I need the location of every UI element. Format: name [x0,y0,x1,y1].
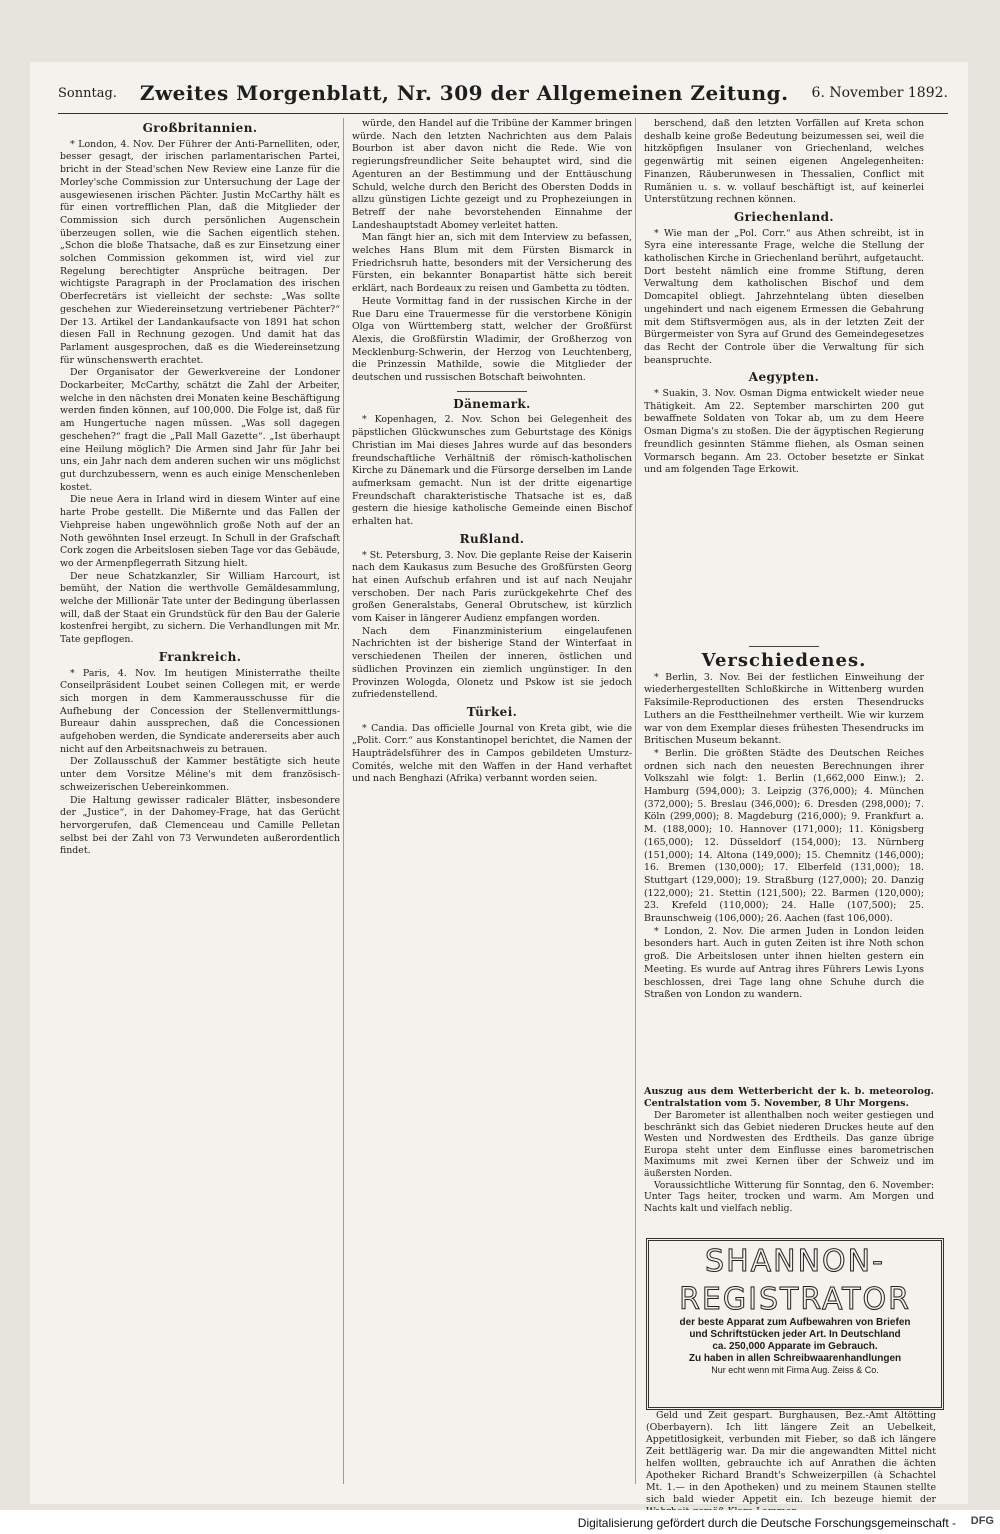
article-paragraph: Der neue Schatzkanzler, Sir William Harcourt, ist bemüht, der Nation die werthvolle Gemäldesammlung, welche der Millionär Tate unter der Bedingung überlassen will, daß der Staat ein Grundstück für den Bau der Galerie kostenfrei hergibt, zu sichern. Die Verhandlungen mit Mr. Tate gepflogen. [60,570,340,646]
footer-bar [0,1510,1000,1534]
advert-line: ca. 250,000 Apparate im Gebrauch. [712,1341,878,1352]
weather-title: Auszug aus dem Wetterbericht der k. b. meteorolog. Centralstation vom 5. November, 8 Uhr Morgens. [644,1086,934,1109]
article-paragraph: Die Haltung gewisser radicaler Blätter, insbesondere der „Justice“, in der Dahomey-Frage, hat das Gerücht hervorgerufen, daß Clemenceau und Camille Pelletan selbst bei der Zahl von 73 Verwundeten außerordentlich findet. [60,794,340,857]
section-heading-ru: Rußland. [459,531,525,546]
article-paragraph: Die neue Aera in Irland wird in diesem Winter auf eine harte Probe gestellt. Die Mißernte und das Fallen der Viehpreise haben ungewöhnlich große Noth auf der an Noth gewöhnten Insel erzeugt. In Schull in der Grafschaft Cork zogen die Arbeitslosen sieben Tage vor das Gebäude, wo der Armenpflegerrath Sitzung hielt. [60,494,340,569]
article-paragraph: * London, 4. Nov. Der Führer der Anti-Parnelliten, oder, besser gesagt, der irischen parlamentarischen Partei, bricht in der Stead'schen New Review eine Lanze für die Morley'sche Commission zur Untersuchung der Lage der ausgewiesenen irischen Pächter. Justin McCarthy hält es für einen vortrefflichen Plan, daß die Mitglieder der Commission sich durch persönlichen Augenschein überzeugen sollen, wie die Sachen eigentlich stehen. „Schon die bloße Thatsache, daß es zur Einsetzung einer solchen Commission gekommen ist, wird viel zur Regelung berechtigter Ansprüche beitragen. Der wichtigste Paragraph in der Proclamation des irischen Oberfecretärs ist vielleicht der sechste: „Was sollte geschehen zur Wiedereinsetzung vertriebener Pächter?“ Der 13. Artikel der Landankaufsacte von 1891 hat schon diesen Fall in Rechnung gezogen. Und damit hat das Parlament ausgesprochen, daß es die Wiedereinsetzung für wünschenswerth erachtet. [60,138,340,366]
article-paragraph: Nach dem Finanzministerium eingelaufenen Nachrichten ist der bisherige Stand der Winterfaat in verschiedenen Theilen der inneren, östlichen und südlichen Provinzen ein ziemlich ungünstiger. In den Provinzen Wologda, Olonetz und Pskow ist sie jedoch zufriedenstellend. [352,625,632,701]
article-paragraph: * Paris, 4. Nov. Im heutigen Ministerrathe theilte Conseilpräsident Loubet seinen Collegen mit, er werde sich morgen in dem Kammerausschusse für die Aufhebung der Concession der Stellenvermittlungs-Bureaur dahin aussprechen, daß die Concessionen aufgehoben werden, die Syndicate andererseits aber auch nicht auf den Arbeitsnachweis zu betrauen. [60,667,340,755]
section-rule [749,646,819,647]
article-paragraph: * St. Petersburg, 3. Nov. Die geplante Reise der Kaiserin nach dem Kaukasus zum Besuche des Großfürsten Georg hat einen Aufschub erfahren und ist auf nach Neujahr verschoben. Der nach Paris zurückgekehrte Chef des großen Generalstabs, General Obrutschew, ist kürzlich vom Kaiser in längerer Audienz empfangen worden. [352,549,632,625]
article-paragraph: * Candia. Das officielle Journal von Kreta gibt, wie die „Polit. Corr.“ aus Konstantinopel berichtet, die Namen der Haupträdelsführer des in Campos gebildeten Umsturz-Comités, welche mit den Waffen in der Hand verhaftet und nach Benghazi (Afrika) verbannt worden seien. [352,722,632,785]
section-heading-tr: Türkei. [466,704,518,719]
advert-title-2: REGISTRATOR [679,1282,911,1317]
column-2 [352,118,632,1478]
lower-advert [646,1410,936,1506]
article-paragraph: Man fängt hier an, sich mit dem Interview zu befassen, welches Hans Blum mit dem Fürsten Bismarck in Friedrichsruh hatte, besonders mit der Versicherung des Fürsten, ein bekannter Bonapartist hätte sich bereit erklärt, nach Bordeaux zu reisen und Gambetta zu tödten. [352,232,632,295]
article-paragraph: Der Zollausschuß der Kammer bestätigte sich heute unter dem Vorsitze Méline's mit dem französisch-schweizerischen Uebereinkommen. [60,756,340,793]
weather-paragraph: Voraussichtliche Witterung für Sonntag, den 6. November: Unter Tags heiter, trocken und warm. Am Morgen und Nachts kalt und vielfach neblig. [644,1179,934,1214]
weather-paragraph: Der Barometer ist allenthalben noch weiter gestiegen und beschränkt sich das Gebiet niederen Druckes heute auf den Westen und Nordwesten des Erdtheils. Das ganze übrige Europa steht unter dem Einflusse eines barometrischen Maximums mit zwei Kernen über der Schweiz und im äußersten Norden. [644,1110,934,1179]
footer-credit: Digitalisierung gefördert durch die Deutsche Forschungsgemeinschaft - [577,1516,956,1530]
article-paragraph: berschend, daß den letzten Vorfällen auf Kreta schon deshalb keine große Bedeutung beizumessen sei, weil die hitzköpfigen Insulaner von Griechenland, welches gegenwärtig mit seinen eigenen Angelegenheiten: Finanzen, Räuberunwesen in Thessalien, Conflict mit Rumänien u. s. w. vollauf beschäftigt ist, auf keinerlei Unterstützung rechnen können. [644,118,924,206]
article-paragraph: Der Organisator der Gewerkvereine der Londoner Dockarbeiter, McCarthy, schätzt die Zahl der Arbeiter, welche in den nächsten drei Monaten keine Beschäftigung werden finden können, auf 100,000. Die Folge ist, daß für am Hungertuche nagen müssen. „Was soll dagegen geschehen?“ fragt die „Pall Mall Gazette“. „Ist überhaupt eine Heilung möglich? Die Armen sind Jahr für Jahr bei uns, ein Jahr nach dem anderen suchen wir uns möglichst gut durchzubessern, wenn es auch einige Menschenleben kostet. [60,367,340,493]
advert-line: und Schriftstücken jeder Art. In Deutschland [689,1329,901,1340]
dfg-logo: DFG [970,1515,994,1527]
advert-paragraph: Geld und Zeit gespart. Burghausen, Bez.-Amt Altötting (Oberbayern). Ich litt längere Zeit an Uebelkeit, Appetitlosigkeit, verbunden mit Fieber, so daß ich längere Zeit bettlägerig war. Da mir die angewandten Mittel nicht helfen wollten, gebrauchte ich auf Anrathen die ächten Apotheker Richard Brandt's Schweizerpillen (à Schachtel Mt. 1.— in den Apotheken) und zu meinem Staunen stellte sich bald wieder Appetit ein. Ich bezeuge hiemit der [646,1410,936,1505]
masthead-title: Zweites Morgenblatt, Nr. 309 der Allgemeinen Zeitung. [139,81,789,105]
weather-report [644,1086,934,1230]
column-divider [343,118,344,1484]
advert-line: der beste Apparat zum Aufbewahren von Briefen [679,1317,911,1328]
masthead [58,73,948,114]
shannon-advert [646,1238,944,1410]
masthead-day: Sonntag. [58,85,117,101]
article-paragraph: * Kopenhagen, 2. Nov. Schon bei Gelegenheit des päpstlichen Glückwunsches zum Geburtstage des Königs Christian im Mai dieses Jahres wurde auf das besonders freundschaftliche Verhältniß der römisch-katholischen Kirche zu Dänemark und die Fürsorge derselben im Lande aufmerksam gemacht. Nun ist der dritte eigenartige Freundschaft charakteristische Thatsache ist es, daß gestern die hiesige katholische Gemeinde einen Bischof erhalten hat. [352,414,632,528]
column-3-misc [644,640,924,1080]
article-paragraph: * Berlin, 3. Nov. Bei der festlichen Einweihung der wiederhergestellten Schloßkirche in Wittenberg wurden Faksimile-Reproductionen des ersten Thesendrucks Luthers an die Festtheilnehmer vertheilt. Wie wir kurzem war von dem Exemplar dieses frühesten Thesendrucks im Britischen Museum bekannt. [644,671,924,747]
article-paragraph: * London, 2. Nov. Die armen Juden in London leiden besonders hart. Auch in guten Zeiten ist ihre Noth schon groß. Die Arbeitslosen unter ihnen hielten gestern ein Meeting. Es wurde auf Antrag ihres Führers Lewis Lyons beschlossen, drei Tage lang ohne Schuhe durch die Straßen von London zu wandern. [644,925,924,1001]
article-paragraph: würde, den Handel auf die Tribüne der Kammer bringen würde. Nach den letzten Nachrichten aus dem Palais Bourbon ist aber davon nicht die Rede. Wie von regierungsfreundlicher Seite behauptet wird, sind die Agenturen an der Bestimmung und der Enttäuschung Schuld, welche durch den Bericht des Obersten Dodds in allzu günstigen Lichte gezeigt und zu Prophezeiungen in Betreff der nahe bevorstehenden Einnahme der Landeshauptstadt Abomey verleitet hatten. [352,118,632,231]
advert-line: Zu haben in allen Schreibwaarenhandlungen [688,1353,902,1364]
column-divider [635,118,636,1484]
article-paragraph: Heute Vormittag fand in der russischen Kirche in der Rue Daru eine Trauermesse für die verstorbene Königin Olga von Württemberg statt, welcher der Großfürst Alexis, die Großfürstin Wladimir, der Großherzog von Mecklenburg-Schwerin, der Herzog von Leuchtenberg, die Prinzessin Mathilde, sowie die Mitglieder der deutschen und russischen Botschaft beiwohnten. [352,295,632,384]
section-heading-gb: Großbritannien. [142,121,258,135]
article-paragraph: * Suakin, 3. Nov. Osman Digma entwickelt wieder neue Thätigkeit. Am 22. September marschirten 200 gut bewaffnete Soldaten von Tokar ab, um zu dem Heere Osman Digma's zu stoßen. Die der ägyptischen Regierung freundlich gesinnten Stämme fliehen, als Osman seinen Vormarsch begann. Am 23. October besetzte er Sinkat und am folgenden Tage Erkowit. [644,388,924,476]
section-heading-dk: Dänemark. [453,396,531,411]
section-heading-gr: Griechenland. [734,209,834,224]
section-heading-misc: Verschiedenes. [701,650,867,671]
column-3-top [644,118,924,638]
section-rule [457,391,527,392]
advert-note: Nur echt wenn mit Firma Aug. Zeiss & Co. [711,1365,879,1375]
section-heading-fr: Frankreich. [158,649,242,664]
article-paragraph: * Berlin. Die größten Städte des Deutschen Reiches ordnen sich nach den neuesten Berechnungen ihrer Volkszahl wie folgt: 1. Berlin (1,662,000 Einw.); 2. Hamburg (594,000); 3. Leipzig (376,000); 4. München (372,000); 5. Breslau (346,000); 6. Dresden (298,000); 7. Köln (299,000); 8. Magdeburg (216,000); 9. Frankfurt a. M. (188,000); 10. Hannover (171,000); 11. Königsberg (165,000); 12. Düsseldorf (154,000); 13. Nürnberg (151,000); 14. Altona (149,000); 15. Chemnitz (146,000); 16. Bremen (130,000); 17. Elberfeld (131,000); 18. Stuttgart (129,000); 19. Straßburg (127,000); 20. Danzig (122,000); 21. Stettin (121,500); 22. Barmen (120,000); 23. Krefeld (110,000); 24. Halle (107,500); 25. Braunschweig (106,000); 26. Aachen (fast 106,000). [644,747,924,925]
advert-title-1: SHANNON- [705,1244,885,1279]
section-heading-eg: Aegypten. [748,370,820,385]
article-paragraph: * Wie man der „Pol. Corr.“ aus Athen schreibt, ist in Syra eine interessante Frage, welche die Stellung der katholischen Kirche in Griechenland berührt, aufgetaucht. Dort besteht nämlich eine fromme Stiftung, deren Verwaltung dem katholischen Bischof und dem Domcapitel obliegt. Jahrzehntelang übten dieselben ungehindert und nach eigenem Ermessen die Gebahrung mit dem Stiftsvermögen aus, als in der letzten Zeit der Bürgermeister von Syra auf Grund des Gemeindegesetzes das Recht der Controle über die Verwaltung für sich beanspruchte. [644,227,924,366]
column-1 [60,118,340,1478]
masthead-date: 6. November 1892. [811,85,948,101]
